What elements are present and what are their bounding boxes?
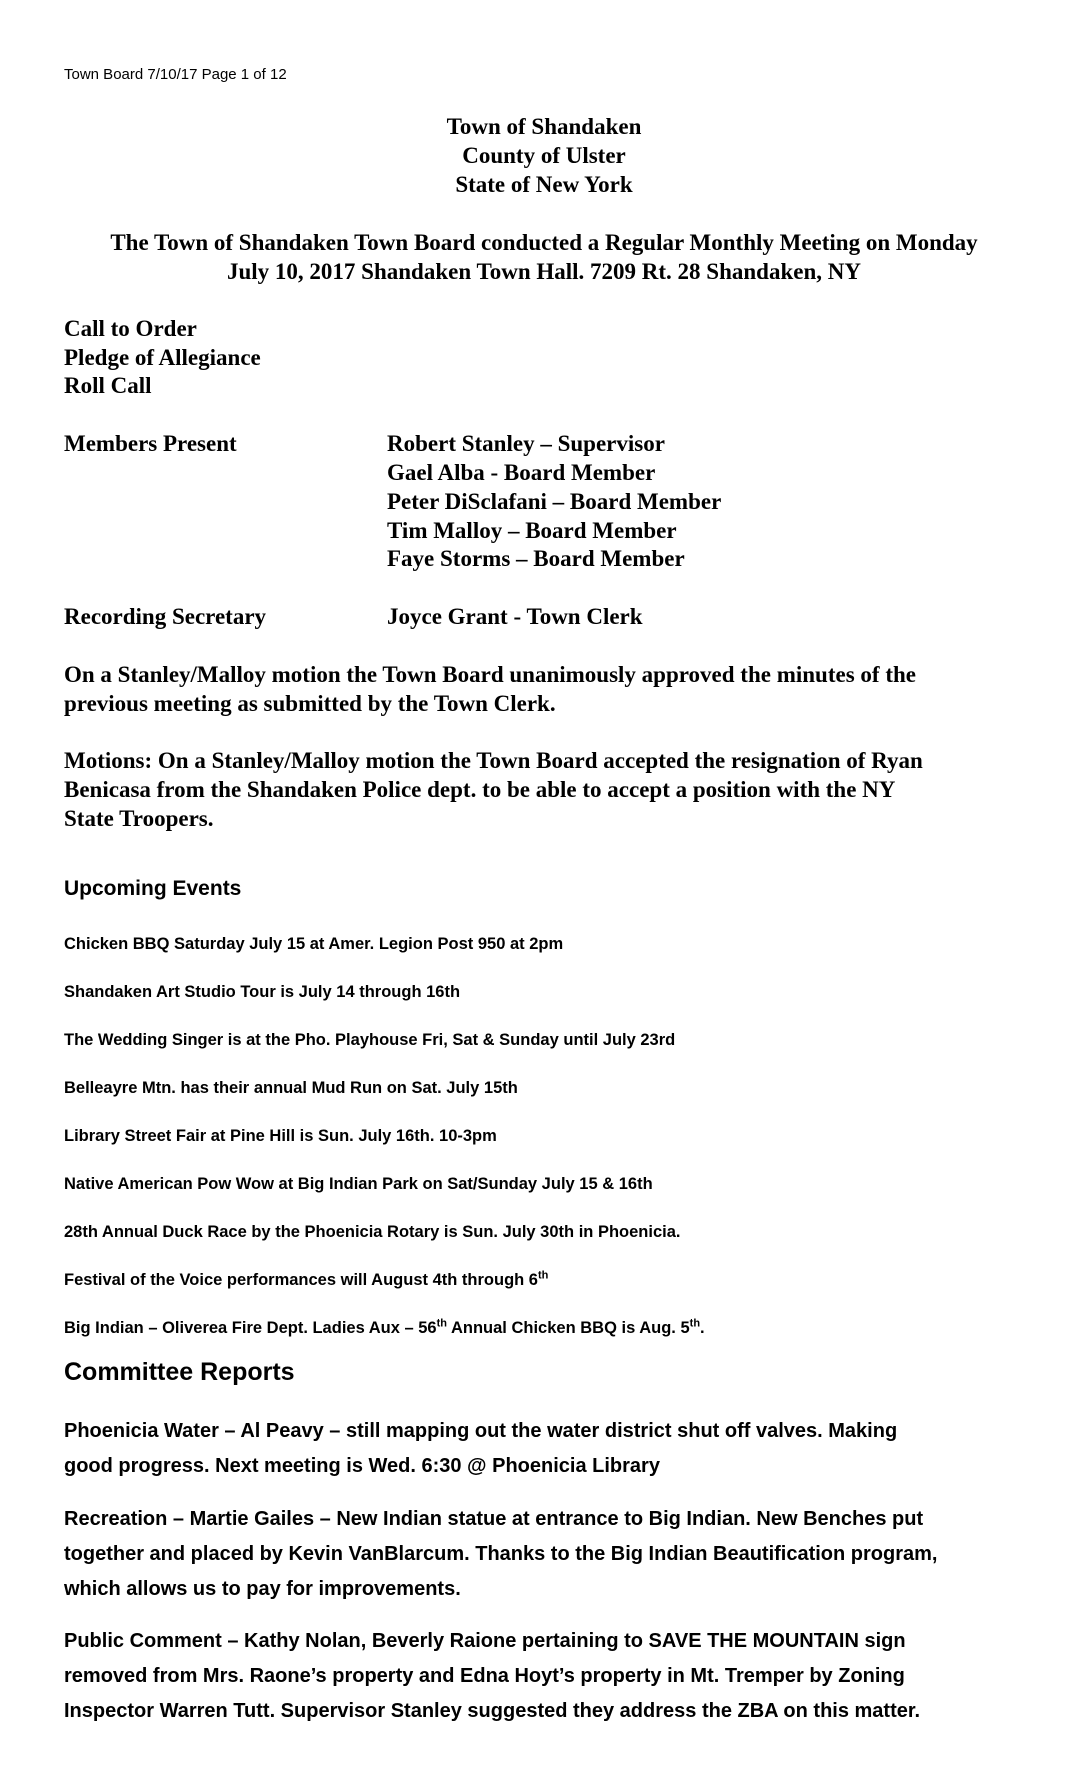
report-line: Phoenicia Water – Al Peavy – still mapping out the water district shut off valves. Making: [64, 1420, 898, 1442]
recording-secretary-name: Joyce Grant - Town Clerk: [387, 604, 643, 629]
event-item-big-indian: [64, 1319, 705, 1338]
report-line: together and placed by Kevin VanBlarcum. Thanks to the Big Indian Beautification program,: [64, 1543, 938, 1565]
event-item: Belleayre Mtn. has their annual Mud Run on Sat. July 15th: [64, 1079, 518, 1097]
report-public-comment: [64, 1624, 1054, 1729]
motions-line-2: Benicasa from the Shandaken Police dept. to be able to accept a position with the NY: [64, 777, 896, 802]
minutes-motion-line-1: On a Stanley/Malloy motion the Town Board unanimously approved the minutes of the: [64, 662, 916, 687]
event-item: Shandaken Art Studio Tour is July 14 through 16th: [64, 983, 461, 1001]
festival-sup: th: [538, 1269, 549, 1282]
event-item: Native American Pow Wow at Big Indian Park on Sat/Sunday July 15 & 16th: [64, 1175, 653, 1193]
event-item: Chicken BBQ Saturday July 15 at Amer. Legion Post 950 at 2pm: [64, 935, 564, 953]
bigindian-part3: .: [700, 1319, 705, 1337]
member-item: Peter DiSclafani – Board Member: [387, 489, 722, 514]
festival-text: Festival of the Voice performances will August 4th through 6: [64, 1271, 538, 1289]
report-line: Inspector Warren Tutt. Supervisor Stanley suggested they address the ZBA on this matter.: [64, 1700, 921, 1722]
recording-secretary-label: Recording Secretary: [64, 604, 267, 629]
pledge-of-allegiance: Pledge of Allegiance: [64, 345, 261, 370]
upcoming-events-heading: Upcoming Events: [64, 877, 242, 900]
minutes-motion-line-2: previous meeting as submitted by the Town Clerk.: [64, 691, 556, 716]
event-item: 28th Annual Duck Race by the Phoenicia Rotary is Sun. July 30th in Phoenicia.: [64, 1223, 681, 1241]
title-state: State of New York: [455, 172, 633, 197]
report-line: removed from Mrs. Raone’s property and Edna Hoyt’s property in Mt. Tremper by Zoning: [64, 1665, 905, 1687]
report-recreation: [64, 1502, 1054, 1607]
motions-line-3: State Troopers.: [64, 806, 214, 831]
report-line: which allows us to pay for improvements.: [64, 1578, 461, 1600]
members-present-label: Members Present: [64, 431, 237, 456]
report-line: Recreation – Martie Gailes – New Indian statue at entrance to Big Indian. New Benches put: [64, 1508, 924, 1530]
title-county: County of Ulster: [462, 143, 626, 168]
bigindian-sup1: th: [436, 1317, 447, 1330]
page-header: Town Board 7/10/17 Page 1 of 12: [64, 66, 287, 83]
report-line: good progress. Next meeting is Wed. 6:30 @ Phoenicia Library: [64, 1455, 660, 1477]
event-item: The Wedding Singer is at the Pho. Playhouse Fri, Sat & Sunday until July 23rd: [64, 1031, 676, 1049]
intro-line-2: July 10, 2017 Shandaken Town Hall. 7209 Rt. 28 Shandaken, NY: [227, 259, 861, 284]
call-to-order: Call to Order: [64, 316, 197, 341]
member-item: Tim Malloy – Board Member: [387, 518, 677, 543]
bigindian-sup2: th: [689, 1317, 701, 1330]
member-item: Faye Storms – Board Member: [387, 546, 685, 571]
report-phoenicia-water: [64, 1414, 1054, 1484]
member-item: Gael Alba - Board Member: [387, 460, 656, 485]
committee-reports-heading: Committee Reports: [64, 1358, 295, 1386]
roll-call: Roll Call: [64, 373, 152, 398]
event-item-festival: [64, 1271, 548, 1290]
bigindian-part2: Annual Chicken BBQ is Aug. 5: [447, 1319, 690, 1337]
title-town: Town of Shandaken: [446, 114, 642, 139]
event-item: Library Street Fair at Pine Hill is Sun. July 16th. 10-3pm: [64, 1127, 497, 1145]
report-line: Public Comment – Kathy Nolan, Beverly Raione pertaining to SAVE THE MOUNTAIN sign: [64, 1630, 906, 1652]
motions-line-1: Motions: On a Stanley/Malloy motion the Town Board accepted the resignation of Ryan: [64, 748, 923, 773]
intro-line-1: The Town of Shandaken Town Board conducted a Regular Monthly Meeting on Monday: [110, 230, 978, 255]
bigindian-part1: Big Indian – Oliverea Fire Dept. Ladies Aux – 56: [64, 1319, 437, 1337]
member-item: Robert Stanley – Supervisor: [387, 431, 665, 456]
